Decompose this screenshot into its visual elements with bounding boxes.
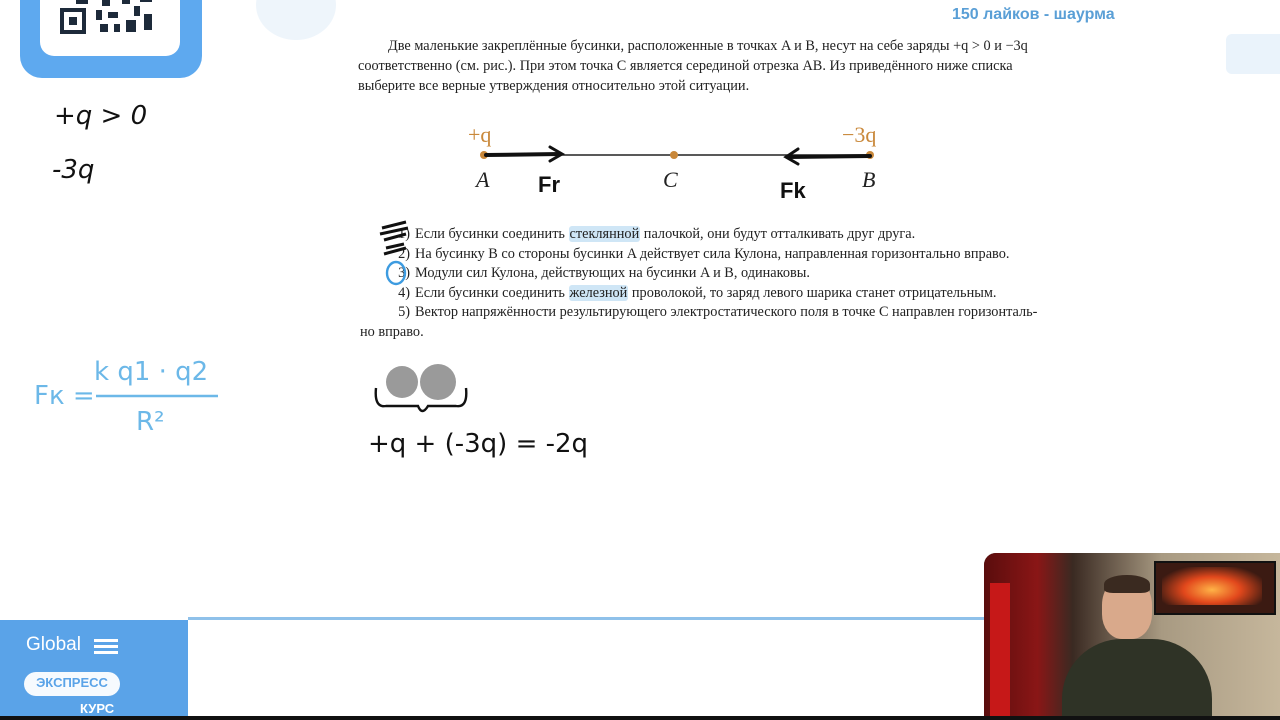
formula-denominator: R² bbox=[136, 407, 165, 437]
course-label: КУРС bbox=[80, 701, 115, 716]
fireplace-image bbox=[1162, 567, 1262, 605]
charge-sum-equation: +q + (-3q) = -2q bbox=[368, 429, 589, 459]
qr-code-icon bbox=[40, 0, 180, 56]
point-c-label: C bbox=[663, 167, 678, 192]
option-5: 5) Вектор напряжённости результирующего электростатического поля в точке C направлен горизонталь- bbox=[398, 304, 1038, 320]
blurred-graphic bbox=[256, 0, 336, 40]
scribble-marks bbox=[376, 218, 416, 288]
midpoint-c bbox=[670, 151, 678, 159]
handwritten-negative-charge: -3q bbox=[52, 155, 95, 185]
force-arrow-right bbox=[486, 154, 560, 155]
force-fk-label: Fk bbox=[780, 178, 806, 203]
blurred-graphic bbox=[1226, 34, 1280, 74]
formula-numerator: k q1 · q2 bbox=[94, 357, 209, 387]
presenter-hair bbox=[1104, 575, 1150, 593]
point-b-label: B bbox=[862, 167, 876, 192]
option-1: 1) Если бусинки соединить стеклянной палочкой, они будут отталкивать друг друга. bbox=[398, 226, 916, 242]
red-flag bbox=[990, 583, 1010, 720]
formula-lhs: Fк = bbox=[34, 381, 95, 411]
circle-mark-option-3 bbox=[387, 262, 405, 284]
problem-line: Две маленькие закреплённые бусинки, расположенные в точках A и B, несут на себе заряды +q > 0 и −3q bbox=[388, 38, 1028, 54]
menu-lines-icon bbox=[94, 638, 118, 661]
handwritten-positive-charge: +q > 0 bbox=[54, 101, 148, 131]
divider bbox=[188, 617, 988, 620]
problem-line: соответственно (см. рис.). При этом точка C является серединой отрезка AB. Из приведённого ниже списка bbox=[358, 58, 1013, 74]
express-label: ЭКСПРЕСС bbox=[36, 675, 108, 690]
option-5-continuation: но вправо. bbox=[360, 323, 424, 340]
force-arrow-left bbox=[788, 156, 870, 157]
charges-figure bbox=[460, 112, 900, 216]
charge-sum-sketch bbox=[360, 360, 610, 480]
bead-sketch-right bbox=[420, 364, 456, 400]
handwritten-charges bbox=[40, 94, 160, 204]
problem-statement bbox=[358, 36, 1150, 96]
point-a-label: A bbox=[476, 167, 490, 192]
likes-caption: 150 лайков - шаурма bbox=[952, 6, 1115, 23]
problem-line: выберите все верные утверждения относительно этой ситуации. bbox=[358, 78, 750, 94]
banner-title: Global bbox=[26, 634, 81, 655]
coulomb-formula bbox=[30, 338, 230, 448]
options-list bbox=[360, 225, 1152, 342]
bead-sketch-left bbox=[386, 366, 418, 398]
charge-left-label: +q bbox=[468, 122, 492, 147]
option-4: 4) Если бусинки соединить железной проволокой, то заряд левого шарика станет отрицательным. bbox=[398, 284, 997, 301]
strike-scribble bbox=[380, 222, 408, 254]
charge-right-label: −3q bbox=[842, 122, 877, 147]
bottom-bar bbox=[0, 716, 1280, 720]
option-3: 3) Модули сил Кулона, действующих на бусинки A и B, одинаковы. bbox=[398, 265, 810, 281]
force-fr-label: Fr bbox=[538, 172, 560, 197]
option-2: 2) На бусинку B со стороны бусинки A действует сила Кулона, направленная горизонтально вправо. bbox=[398, 245, 1010, 262]
webcam-video bbox=[984, 553, 1280, 720]
